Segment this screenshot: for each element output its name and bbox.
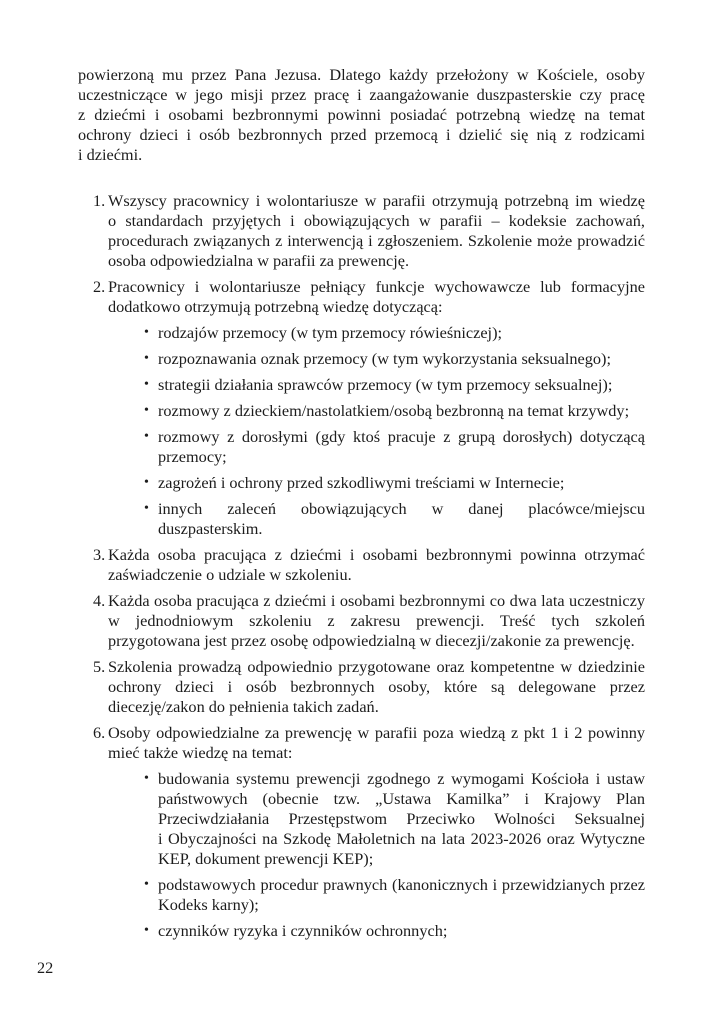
bullet-item (108, 427, 645, 467)
bullet-item (108, 323, 645, 343)
bullet-text: zagrożeń i ochrony przed szkodliwymi treściami w Internecie; (158, 473, 565, 492)
bullet-text: budowania systemu prewencji zgodnego z wymogami Kościoła i ustaw państwowych (obecnie tzw. „Ustawa Kamilka” i Krajowy Plan Przeciwdziałania Przestępstwom Przeciwko Wolności Seksualnej i Obyczajności na Szkodę Małoletnich na lata 2023-2026 oraz Wytyczne KEP, dokument prewencji KEP); (158, 769, 645, 868)
bullet-text: rozpoznawania oznak przemocy (w tym wykorzystania seksualnego); (158, 349, 611, 368)
item-text: Wszyscy pracownicy i wolontariusze w parafii otrzymują potrzebną im wiedzę o standardach przyjętych i obowiązujących w parafii – kodeksie zachowań, procedurach związanych z interwencją i zgłoszeniem. Szkolenie może prowadzić osoba odpowiedzialna w parafii za prewencję. (108, 191, 645, 270)
item-number: 4. (93, 591, 106, 610)
numbered-item-2 (78, 277, 645, 539)
numbered-item-3 (78, 545, 645, 585)
bullet-icon: • (144, 429, 149, 444)
bullet-item (108, 875, 645, 915)
bullet-text: rozmowy z dorosłymi (gdy ktoś pracuje z grupą dorosłych) dotyczącą przemocy; (158, 427, 645, 466)
bullet-item (108, 401, 645, 421)
numbered-item-1 (78, 191, 645, 271)
bullet-icon: • (144, 325, 149, 340)
bullet-list (108, 769, 645, 941)
item-number: 5. (93, 657, 106, 676)
bullet-item (108, 769, 645, 869)
item-number: 1. (93, 191, 106, 210)
bullet-icon: • (144, 771, 149, 786)
bullet-item (108, 473, 645, 493)
bullet-icon: • (144, 877, 149, 892)
bullet-icon: • (144, 923, 149, 938)
bullet-icon: • (144, 377, 149, 392)
item-text: Każda osoba pracująca z dziećmi i osobami bezbronnymi co dwa lata uczestniczy w jednodniowym szkoleniu z zakresu prewencji. Treść tych szkoleń przygotowana jest przez osobę odpowiedzialną w diecezji/zakonie za prewencję. (108, 591, 645, 650)
item-text: Każda osoba pracująca z dziećmi i osobami bezbronnymi powinna otrzymać zaświadczenie o udziale w szkoleniu. (108, 545, 645, 584)
bullet-list (108, 323, 645, 539)
bullet-item (108, 499, 645, 539)
numbered-item-5 (78, 657, 645, 717)
bullet-text: strategii działania sprawców przemocy (w tym przemocy seksualnej); (158, 375, 613, 394)
item-number: 3. (93, 545, 106, 564)
bullet-text: rozmowy z dzieckiem/nastolatkiem/osobą bezbronną na temat krzywdy; (158, 401, 630, 420)
intro-paragraph: powierzoną mu przez Pana Jezusa. Dlatego każdy przełożony w Kościele, osoby uczestniczące w jego misji przez pracę i zaangażowanie duszpasterskie czy pracę z dziećmi i osobami bezbronnymi powinni posiadać potrzebną wiedzę na temat ochrony dzieci i osób bezbronnych przed przemocą i dzielić się nią z rodzicami i dziećmi. (78, 65, 645, 164)
numbered-item-6 (78, 723, 645, 941)
bullet-text: innych zaleceń obowiązujących w danej placówce/miejscu duszpasterskim. (158, 499, 645, 538)
bullet-icon: • (144, 351, 149, 366)
item-number: 6. (93, 723, 106, 742)
item-number: 2. (93, 277, 106, 296)
bullet-text: czynników ryzyka i czynników ochronnych; (158, 921, 448, 940)
bullet-item (108, 375, 645, 395)
bullet-icon: • (144, 403, 149, 418)
item-text: Osoby odpowiedzialne za prewencję w parafii poza wiedzą z pkt 1 i 2 powinny mieć także wiedzę na temat: (108, 723, 645, 762)
bullet-icon: • (144, 475, 149, 490)
text-block (78, 65, 645, 947)
page-number: 22 (37, 958, 54, 977)
item-text: Pracownicy i wolontariusze pełniący funkcje wychowawcze lub formacyjne dodatkowo otrzymują potrzebną wiedzę dotyczącą: (108, 277, 645, 316)
bullet-item (108, 349, 645, 369)
bullet-item (108, 921, 645, 941)
item-text: Szkolenia prowadzą odpowiednio przygotowane oraz kompetentne w dziedzinie ochrony dzieci i osób bezbronnych osoby, które są delegowane przez diecezję/zakon do pełnienia takich zadań. (108, 657, 645, 716)
numbered-item-4 (78, 591, 645, 651)
bullet-icon: • (144, 501, 149, 516)
bullet-text: podstawowych procedur prawnych (kanonicznych i przewidzianych przez Kodeks karny); (158, 875, 645, 914)
bullet-text: rodzajów przemocy (w tym przemocy rówieśniczej); (158, 323, 503, 342)
numbered-list (78, 191, 645, 941)
